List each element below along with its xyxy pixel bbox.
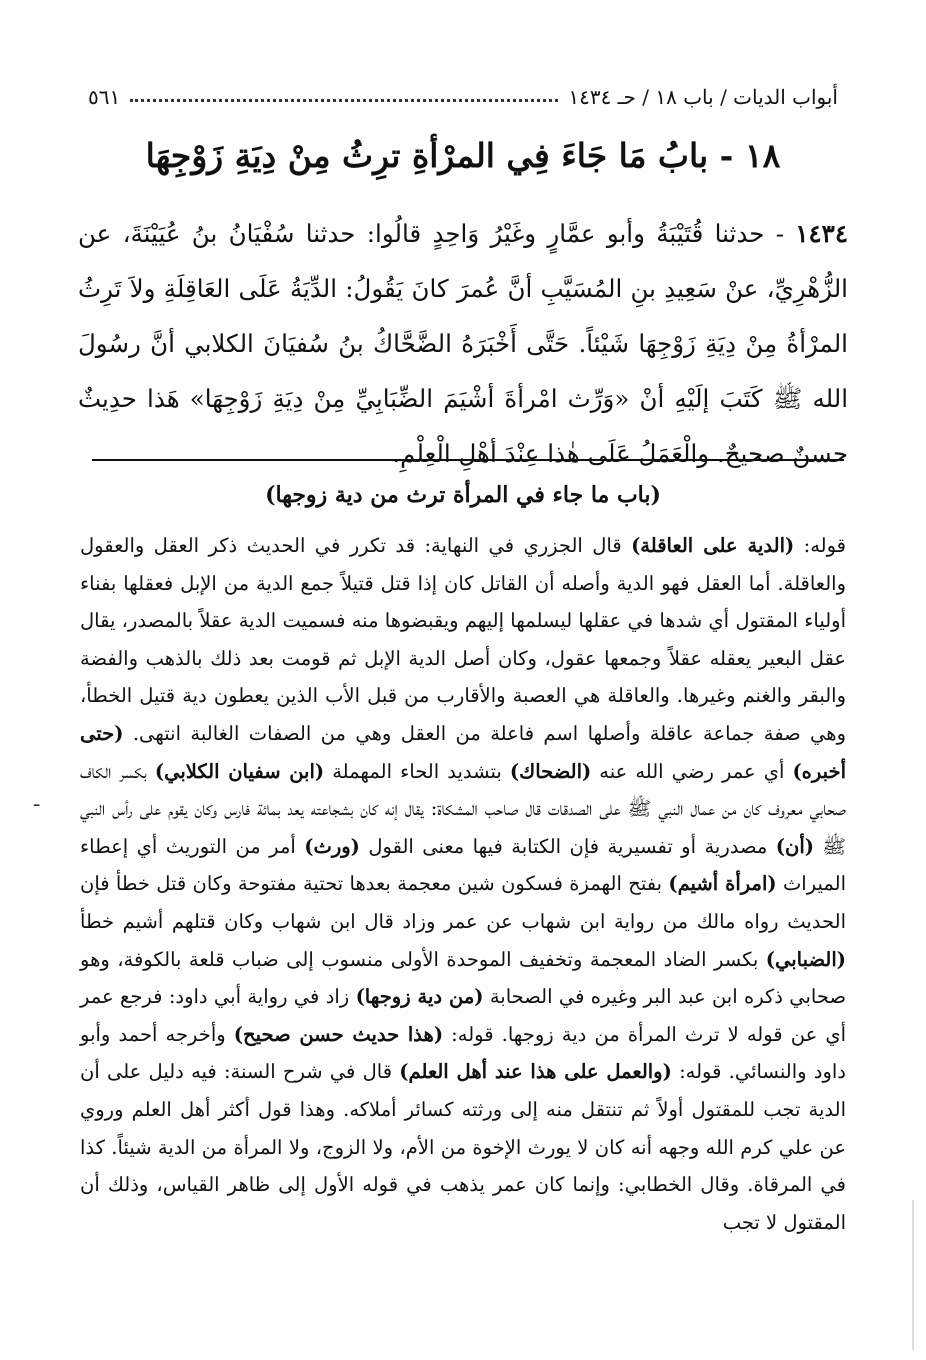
commentary-lemma: (ورث) — [304, 834, 360, 858]
hadith-text: - حدثنا قُتَيْبَةُ وأبو عمَّارٍ وغَيْرُ وَاحِدٍ قالُوا: حدثنا سُفْيَانُ بنُ عُيَيْنَةَ، عن الزُّهْرِيِّ، عنْ سَعِيدِ بنِ المُسَيَّبِ أنَّ عُمرَ كانَ يَقُولُ: الدِّيَةُ عَلَى العَاقِلَةِ ولاَ تَرِثُ المرْأةُ مِنْ دِيَةِ زَوْجِهَا شَيْئاً. حَتَّى أَخْبَرَهُ الضَّحَّاكُ بنُ سُفيَانَ الكلابي أنَّ رسُولَ الله ﷺ كَتَبَ إلَيْهِ أنْ «وَرِّث امْرأةَ أشْيَمَ الضِّبَابِيِّ مِنْ دِيَةِ زَوْجِهَا» هَذا حدِيثٌ حسنٌ صحيحٌ. والْعَمَلُ عَلَى هٰذا عِنْدَ أهْلِ الْعِلْمِ. — [78, 219, 848, 468]
commentary-segment: قال الجزري في النهاية: قد تكرر في الحديث ذكر العقل والعقول والعاقلة. أما العقل فهو الدية وأصله أن القاتل كان إذا قتل قتيلاً جمع الدية من الإبل فعقلها بفناء أولياء المقتول أي شدها في عقلها ليسلمها إليهم ويقبضوها منه فسميت الدية عقلاً بالمصدر، يقال عقل البعير يعقله عقلاً وجمعها عقول، وكان أصل الدية الإبل ثم قومت بعد ذلك بالذهب والفضة والبقر والغنم وغيرها. والعاقلة هي العصبة والأقارب من قبل الأب الذين يعطون دية قتيل الخطأ، وهي صفة جماعة عاقلة وأصلها اسم فاعلة من العقل وهي من الصفات الغالبة انتهى. — [80, 534, 846, 745]
commentary-segment: زاد في رواية أبي داود: فرجع عمر أي عن قوله لا ترث المرأة من دية زوجها. قوله: — [80, 985, 847, 1046]
commentary-segment: بتشديد الحاء المهملة — [324, 759, 510, 783]
commentary-segment: بفتح الهمزة فسكون شين معجمة بعدها تحتية مفتوحة وكان قتل خطأ فإن الحديث رواه مالك من رواية ابن شهاب عن عمر وزاد قال ابن شهاب وكان قتلهم أشيم خطأ — [80, 872, 846, 933]
commentary-lemma: (هذا حديث حسن صحيح) — [233, 1022, 444, 1046]
commentary-lemma: (أن) — [775, 834, 814, 858]
section-divider — [92, 459, 844, 461]
commentary-lemma: (ابن سفيان الكلابي) — [154, 759, 325, 783]
page-number: ٥٦١ — [88, 85, 121, 109]
commentary-lemma: (والعمل على هذا عند أهل العلم) — [399, 1060, 672, 1084]
commentary-lemma: (حتى أخبره) — [80, 721, 847, 783]
commentary-lemma: (الضبابي) — [765, 947, 846, 971]
commentary-title: (باب ما جاء في المرأة ترث من دية زوجها) — [265, 482, 661, 508]
commentary-lemma: (امرأة أشيم) — [668, 872, 777, 896]
running-header — [88, 82, 838, 112]
commentary-lemma: (الضحاك) — [509, 759, 592, 783]
commentary-segment: أمر من التوريث أي إعطاء الميراث — [80, 834, 846, 896]
header-dot-leader — [130, 99, 558, 102]
margin-mark: ـ — [34, 790, 40, 811]
commentary-lemma: (الدية على العاقلة) — [631, 534, 795, 557]
commentary-segment: أي عمر رضي الله عنه — [591, 759, 793, 783]
running-header-title: أبواب الديات / باب ١٨ / حـ ١٤٣٤ — [568, 85, 838, 109]
hadith-text-block — [78, 206, 848, 481]
commentary-text-block — [80, 527, 846, 1241]
commentary-lemma: (من دية زوجها) — [355, 985, 484, 1009]
hadith-number: ١٤٣٤ — [795, 219, 848, 248]
commentary-segment: قوله: — [794, 534, 847, 557]
commentary-segment: وأخرجه أحمد وأبو داود والنسائي. قوله: — [80, 1022, 846, 1084]
commentary-segment: مصدرية أو تفسيرية فإن الكتابة فيها معنى القول — [359, 834, 776, 858]
commentary-segment: قال في شرح السنة: فيه دليل على أن الدية تجب للمقتول أولاً ثم تنتقل منه إلى ورثته كسائر أملاكه. وهذا قول أكثر أهل العلم وروي عن علي كرم الله وجهه أنه كان لا يورث الإخوة من الأم، ولا الزوج، ولا المرأة من الدية شيئاً. كذا في المرقاة. وقال الخطابي: وإنما كان عمر يذهب في قوله الأول إلى ظاهر القياس، وذلك أن المقتول لا تجب — [80, 1060, 846, 1234]
commentary-segment: بكسر الضاد المعجمة وتخفيف الموحدة الأولى منسوب إلى ضباب قلعة بالكوفة، وهو صحابي ذكره ابن عبد البر وغيره في الصحابة — [80, 947, 847, 1009]
chapter-title: ١٨ - بابُ مَا جَاءَ فِي المرْأةِ ترِثُ مِنْ دِيَةِ زَوْجِهَا — [145, 136, 781, 175]
commentary-segment: بكسر الكاف صحابي معروف كان من عمال النبي ﷺ على الصدقات قال صاحب المشكاة: يقال إنه كان بشجاعته يعد بمائة فارس وكان يقوم على رأس النبي ﷺ — [80, 759, 846, 858]
page-edge-shadow — [912, 1200, 914, 1350]
